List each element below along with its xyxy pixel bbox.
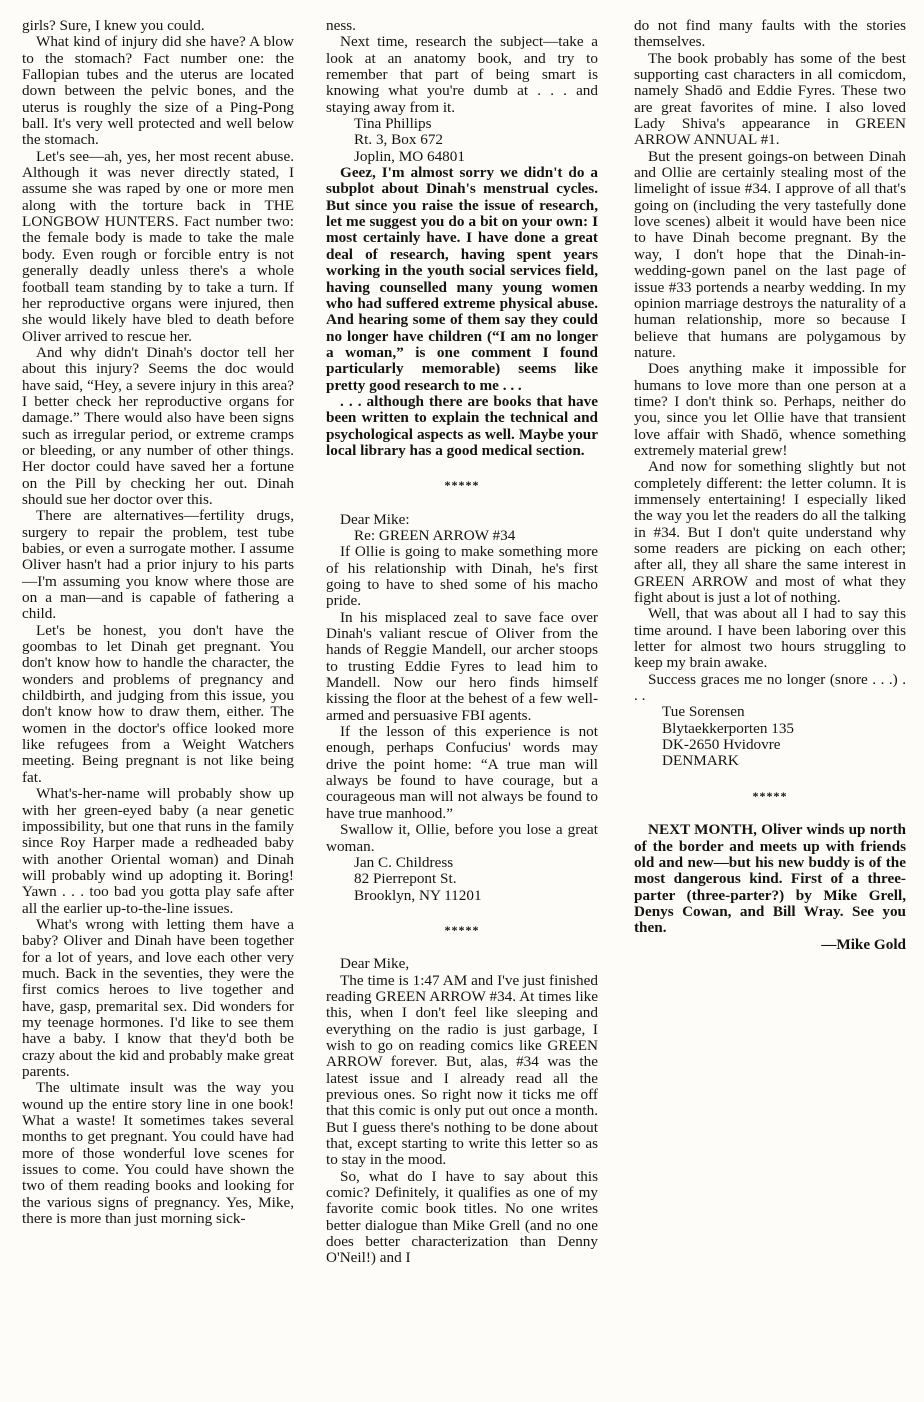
letter-signature-name: Tue Sorensen	[662, 703, 745, 721]
editor-signoff: —Mike Gold	[821, 935, 906, 953]
paragraph: What kind of injury did she have? A blow to the stomach? Fact number one: the Fallopian tubes and the uterus are located down between the pelvic bones, and the uterus is roughly the size of a Ping-Pong ball. It's very well protected and well below the stomach.	[22, 33, 294, 149]
paragraph: The time is 1:47 AM and I've just finished reading GREEN ARROW #34. At times like this, when I don't feel like sleeping and everything on the radio is just garbage, I wish to go on reading comics like GREEN ARROW forever. But, alas, #34 was the latest issue and I already read all the previous ones. So right now it ticks me off that this comic is only put out once a month. But I guess there's nothing to be done about that, except starting to write this letter so as to stay in the mood.	[326, 971, 598, 1169]
paragraph: If the lesson of this experience is not enough, perhaps Confucius' words may drive the point home: “A true man will always be found to have courage, but a courageous man will not always be found to have true manhood.”	[326, 723, 598, 822]
letter-signature-address: Rt. 3, Box 672	[354, 131, 444, 149]
letter-signature-address: Joplin, MO 64801	[354, 147, 465, 165]
editor-reply: Geez, I'm almost sorry we didn't do a subplot about Dinah's menstrual cycles. But since you raise the issue of research, let me suggest you do a bit on your own: I most certainly have. I have done a great deal of research, having spent years working in the youth social services field, having counselled many young women who had suffered extreme physical abuse. And hearing some of them say they could no longer have children (“I am no longer a woman,” is one comment I found particularly memorable) seems like pretty good research to me . . .	[326, 164, 598, 394]
paragraph: Let's see—ah, yes, her most recent abuse. Although it was never directly stated, I assume she was raped by one or more men along with the torture back in THE LONGBOW HUNTERS. Fact number two: the female body is made to take the male body. Even rough or forcible entry is not generally deadly unless there's a whole football team standing by to take a turn. If her reproductive organs were injured, then she would likely have bled to death before Oliver arrived to rescue her.	[22, 147, 294, 345]
editor-reply: . . . although there are books that have been written to explain the technical and psychological aspects as well. Maybe your local library has a good medical section.	[326, 392, 598, 459]
letter-signature-name: Jan C. Childress	[354, 853, 454, 871]
paragraph: And now for something slightly but not completely different: the letter column. It is immensely entertaining! I especially liked the way you let the readers do all the talking in #34. But I don't quite understand why some readers are picking on each other; after all, they all share the same interest in GREEN ARROW and most of what they fight about is just a lot of nothing.	[634, 458, 906, 607]
letter-signature-address: DK-2650 Hvidovre	[662, 736, 781, 754]
paragraph: do not find many faults with the stories themselves.	[634, 17, 906, 51]
column-1	[22, 18, 294, 1227]
paragraph: What's wrong with letting them have a baby? Oliver and Dinah have been together for a lot of years, and love each other very much. Back in the seventies, they were the first comics heroes to live together and have, gasp, premarital sex. Did wonders for my teenage hormones. I'd like to see them have a baby. I know that they'd both be crazy about the kid and probably make great parents.	[22, 915, 294, 1080]
letter-salutation: Dear Mike,	[340, 955, 410, 973]
column-3	[634, 18, 906, 953]
separator-stars: *****	[444, 478, 480, 493]
paragraph: Does anything make it impossible for humans to love more than one person at a time? I don't think so. Perhaps, neither do you, since you let Ollie have that transient love affair with Shadō, whence something extremely material grew!	[634, 360, 906, 459]
paragraph: Next time, research the subject—take a look at an anatomy book, and try to remember that part of being smart is knowing what you're dumb at . . . and staying away from it.	[326, 33, 598, 116]
letter-signature-address: Blytaekkerporten 135	[662, 719, 795, 737]
separator-stars: *****	[752, 788, 788, 803]
letter-signature-address: DENMARK	[662, 752, 739, 770]
letter-signature-name: Tina Phillips	[354, 115, 432, 133]
paragraph: There are alternatives—fertility drugs, surgery to repair the problem, test tube babies, or even a surrogate mother. I assume Oliver hasn't had a prior injury to his parts—I'm assuming you know where those are on a man—and is capable of fathering a child.	[22, 507, 294, 623]
paragraph: And why didn't Dinah's doctor tell her about this injury? Seems the doc would have said, “Hey, a severe injury in this area? I better check her reproductive organs for damage.” There would also have been signs such as irregular period, or extreme cramps or bleeding, or any number of other things. Her doctor could have saved her a fortune on the Pill by checking her out. Dinah should sue her doctor over this.	[22, 343, 294, 508]
letter-salutation: Dear Mike:	[340, 510, 410, 528]
next-month-announcement: NEXT MONTH, Oliver winds up north of the border and meets up with friends old and new—but his new buddy is of the most dangerous kind. First of a three-parter (three-parter?) by Mike Grell, Denys Cowan, and Bill Wray. See you then.	[634, 821, 906, 937]
paragraph: Well, that was about all I had to say this time around. I have been laboring over this letter for almost two hours struggling to keep my brain awake.	[634, 605, 906, 672]
paragraph: The ultimate insult was the way you wound up the entire story line in one book! What a waste! It sometimes takes several months to get pregnant. You could have had more of those wonderful love scenes for issues to come. You could have shown the two of them reading books and looking for the various signs of pregnancy. Yes, Mike, there is more than just morning sick-	[22, 1079, 294, 1228]
paragraph: ness.	[326, 17, 356, 34]
paragraph: The book probably has some of the best supporting cast characters in all comicdom, namely Shadō and Eddie Fyres. These two are great favorites of mine. I also loved Lady Shiva's appearance in GREEN ARROW ANNUAL #1.	[634, 49, 906, 149]
letter-signature-address: Brooklyn, NY 11201	[354, 886, 482, 904]
paragraph: In his misplaced zeal to save face over Dinah's valiant rescue of Oliver from the hands of Reggie Mandell, our archer stoops to trusting Eddie Fyres to lead him to Mandell. Now our hero finds himself kissing the floor at the behest of a few well-armed and persuasive FBI agents.	[326, 608, 598, 724]
separator-stars: *****	[444, 922, 480, 937]
paragraph: What's-her-name will probably show up with her green-eyed baby (a near genetic impossibility, but one that runs in the family since Roy Harper made a redheaded baby with another Oriental woman) and Dinah will probably wind up adopting it. Boring! Yawn . . . too bad you gotta play safe after all the earlier up-to-the-line issues.	[22, 785, 294, 917]
column-2	[326, 18, 598, 1267]
paragraph: If Ollie is going to make something more of his relationship with Dinah, he's first going to have to shed some of his macho pride.	[326, 543, 598, 610]
letter-subject: Re: GREEN ARROW #34	[354, 526, 516, 544]
paragraph: So, what do I have to say about this comic? Definitely, it qualifies as one of my favorite comic book titles. No one writes better dialogue than Mike Grell (and no one does better characterization than Denny O'Neil!) and I	[326, 1167, 598, 1267]
paragraph: girls? Sure, I knew you could.	[22, 17, 205, 34]
letter-signature-address: 82 Pierrepont St.	[354, 870, 457, 888]
paragraph: Let's be honest, you don't have the goombas to let Dinah get pregnant. You don't know how to handle the character, the wonders and problems of pregnancy and childbirth, and judging from this issue, you don't know how to draw them, either. The women in the doctor's office looked more like refugees from a Weight Watchers meeting. Being pregnant is not like being fat.	[22, 621, 294, 786]
paragraph: But the present goings-on between Dinah and Ollie are certainly stealing most of the limelight of issue #34. I approve of all that's going on (including the very tastefully done love scenes) albeit it would have been nice to have Dinah become pregnant. By the way, I don't hope that the Dinah-in-wedding-gown panel on the last page of issue #33 portends a nearby wedding. In my opinion marriage destroys the naturality of a human relationship, more so because I believe that humans are polygamous by nature.	[634, 147, 906, 361]
paragraph: Success graces me no longer (snore . . .) . . .	[634, 670, 906, 705]
paragraph: Swallow it, Ollie, before you lose a great woman.	[326, 821, 598, 855]
